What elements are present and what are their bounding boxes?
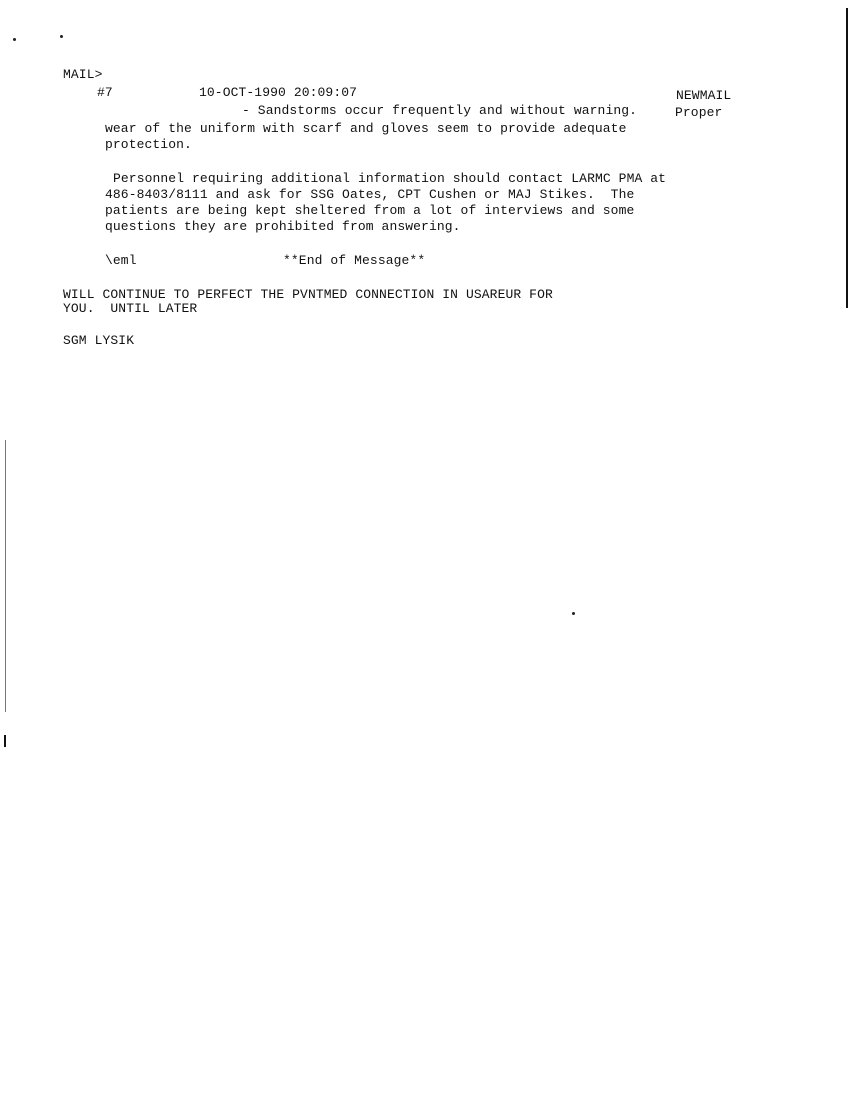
scan-speck — [13, 38, 16, 41]
para1-line2: wear of the uniform with scarf and gloves seem to provide adequate — [105, 121, 627, 136]
sign-code: \eml — [105, 253, 137, 268]
closing-line2: YOU. UNTIL LATER — [63, 301, 198, 316]
end-of-message: **End of Message** — [283, 253, 426, 268]
para2-line4: questions they are prohibited from answering. — [105, 219, 461, 234]
closing-line1: WILL CONTINUE TO PERFECT THE PVNTMED CONNECTION IN USAREUR FOR — [63, 287, 553, 302]
message-datetime: 10-OCT-1990 20:09:07 — [199, 85, 358, 100]
para2-line1: Personnel requiring additional information should contact LARMC PMA at — [113, 171, 667, 186]
para1-line1-end: Proper — [675, 105, 723, 120]
para2-line3: patients are being kept sheltered from a lot of interviews and some — [105, 203, 635, 218]
signature: SGM LYSIK — [63, 333, 135, 348]
scan-edge-line-right — [846, 8, 848, 308]
scan-speck — [572, 612, 575, 615]
mail-prompt: MAIL> — [63, 67, 103, 82]
scan-edge-mark-left — [4, 735, 6, 747]
scan-speck — [60, 35, 63, 38]
message-folder: NEWMAIL — [676, 88, 732, 103]
para2-line2: 486-8403/8111 and ask for SSG Oates, CPT Cushen or MAJ Stikes. The — [105, 187, 635, 202]
para1-line3: protection. — [105, 137, 192, 152]
para1-line1: - Sandstorms occur frequently and without warning. — [242, 103, 638, 118]
message-number: #7 — [97, 85, 113, 100]
scan-edge-line-left — [5, 440, 6, 712]
